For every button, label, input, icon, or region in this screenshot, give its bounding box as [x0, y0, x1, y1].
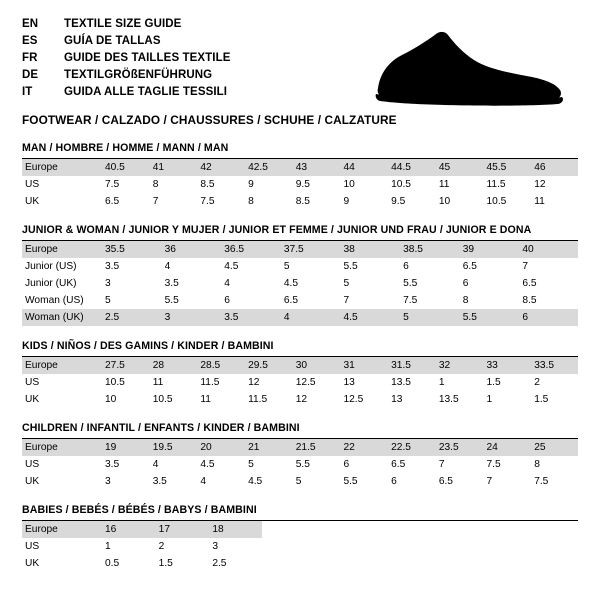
row-label: Junior (UK)	[25, 278, 77, 289]
size-cell: 7	[152, 196, 159, 207]
table-row	[22, 309, 578, 326]
size-cell: 44.5	[387, 159, 435, 176]
size-cell: 2	[534, 377, 540, 388]
row-label: US	[25, 377, 40, 388]
size-cell: 4.5	[340, 309, 400, 326]
row-label: US	[25, 179, 40, 190]
size-cell: 5	[295, 476, 302, 487]
size-cell: 1	[438, 377, 445, 388]
size-cell: 35.5	[101, 241, 161, 258]
size-section	[22, 142, 578, 210]
table-row	[22, 374, 578, 391]
table-row	[22, 538, 262, 555]
size-cell: 9.5	[295, 179, 310, 190]
size-cell: 45.5	[483, 159, 531, 176]
size-cell: 7	[522, 261, 529, 272]
size-cell: 33.5	[530, 357, 578, 374]
size-cell: 4	[200, 476, 207, 487]
size-cell: 13.5	[391, 377, 411, 388]
size-cell: 13	[343, 377, 355, 388]
size-cell: 10.5	[152, 394, 173, 405]
size-cell: 19.5	[149, 439, 197, 456]
size-cell: 16	[101, 521, 155, 538]
size-cell: 12	[295, 394, 308, 405]
row-label: Europe	[22, 241, 101, 258]
section-title: JUNIOR & WOMAN / JUNIOR Y MUJER / JUNIOR ET FEMME / JUNIOR UND FRAU / JUNIOR E DONA	[22, 224, 578, 241]
size-cell: 23.5	[435, 439, 483, 456]
size-cell: 20	[196, 439, 244, 456]
size-cell: 19	[101, 439, 149, 456]
size-cell: 3	[212, 541, 218, 552]
size-cell: 36.5	[220, 241, 280, 258]
size-cell: 1	[486, 394, 493, 405]
size-cell: 30	[292, 357, 340, 374]
table-row	[22, 473, 578, 490]
size-cell: 8.5	[295, 196, 310, 207]
table-row	[22, 241, 578, 258]
table-row	[22, 439, 578, 456]
size-section	[22, 340, 578, 408]
size-cell: 7.5	[486, 459, 501, 470]
size-cell: 4	[280, 309, 340, 326]
size-sections	[22, 142, 578, 572]
size-cell: 5.5	[295, 459, 310, 470]
size-cell: 2.5	[101, 309, 161, 326]
size-table	[22, 241, 578, 326]
size-cell: 11.5	[248, 394, 268, 405]
size-cell: 5	[248, 459, 254, 470]
table-row	[22, 159, 578, 176]
size-cell: 3.5	[105, 459, 120, 470]
language-title: TEXTILGRÖßENFÜHRUNG	[64, 69, 213, 81]
size-cell: 8	[462, 295, 469, 306]
size-cell: 22.5	[387, 439, 435, 456]
size-cell: 4.5	[283, 278, 299, 289]
size-cell: 10	[343, 179, 355, 190]
dress-shoe-icon	[370, 28, 570, 108]
size-cell: 17	[155, 521, 209, 538]
size-cell: 6	[343, 459, 350, 470]
size-cell: 11.5	[486, 179, 506, 190]
size-cell: 31.5	[387, 357, 435, 374]
size-cell: 39	[459, 241, 519, 258]
size-cell: 33	[483, 357, 531, 374]
size-section	[22, 504, 578, 572]
size-cell: 6	[403, 261, 409, 272]
size-cell: 4.5	[224, 261, 239, 272]
size-cell: 5	[283, 261, 290, 272]
size-cell: 7.5	[534, 476, 549, 487]
size-cell: 1.5	[158, 558, 173, 569]
size-cell: 40.5	[101, 159, 149, 176]
size-cell: 44	[339, 159, 387, 176]
language-row	[22, 50, 231, 67]
section-title: CHILDREN / INFANTIL / ENFANTS / KINDER / BAMBINI	[22, 422, 578, 439]
size-cell: 31	[339, 357, 387, 374]
language-row	[22, 33, 231, 50]
size-cell: 2	[158, 541, 165, 552]
size-cell: 38.5	[399, 241, 459, 258]
row-label: UK	[25, 196, 40, 207]
size-cell: 6.5	[283, 295, 299, 306]
row-label: Europe	[22, 521, 101, 538]
language-title: TEXTILE SIZE GUIDE	[64, 18, 182, 30]
size-cell: 4.5	[200, 459, 215, 470]
size-cell: 1.5	[486, 377, 501, 388]
size-cell: 10	[438, 196, 451, 207]
size-cell: 5	[399, 309, 459, 326]
row-label: Junior (US)	[25, 261, 77, 272]
size-cell: 6.5	[462, 261, 477, 272]
row-label: US	[25, 541, 40, 552]
size-cell: 28.5	[196, 357, 244, 374]
language-row	[22, 67, 231, 84]
size-cell: 7	[343, 295, 350, 306]
size-cell: 13	[391, 394, 403, 405]
language-code: FR	[22, 52, 38, 64]
section-title: BABIES / BEBÉS / BÉBÉS / BABYS / BAMBINI	[22, 504, 578, 521]
size-cell: 8.5	[200, 179, 215, 190]
size-cell: 6	[391, 476, 397, 487]
size-cell: 7	[486, 476, 493, 487]
size-cell: 46	[530, 159, 578, 176]
size-cell: 29.5	[244, 357, 292, 374]
size-cell: 36	[161, 241, 221, 258]
size-cell: 11	[152, 377, 164, 388]
size-cell: 3.5	[105, 261, 120, 272]
row-label: Woman (US)	[25, 295, 84, 306]
size-cell: 12.5	[295, 377, 316, 388]
language-list	[22, 16, 231, 101]
size-cell: 12	[248, 377, 260, 388]
size-cell: 10.5	[486, 196, 507, 207]
size-cell: 3.5	[152, 476, 167, 487]
size-cell: 6.5	[522, 278, 537, 289]
size-cell: 6.5	[438, 476, 453, 487]
size-cell: 9	[343, 196, 350, 207]
language-title: GUIDA ALLE TAGLIE TESSILI	[64, 86, 228, 98]
table-row	[22, 357, 578, 374]
size-cell: 3	[105, 476, 111, 487]
size-cell: 40	[518, 241, 578, 258]
language-title: GUIDE DES TAILLES TEXTILE	[64, 52, 231, 64]
table-row	[22, 456, 578, 473]
size-cell: 3	[161, 309, 221, 326]
size-cell: 7.5	[200, 196, 215, 207]
size-cell: 22	[339, 439, 387, 456]
size-cell: 28	[149, 357, 197, 374]
size-cell: 4	[164, 261, 171, 272]
size-cell: 10.5	[391, 179, 411, 190]
size-cell: 8	[534, 459, 540, 470]
size-cell: 9	[248, 179, 254, 190]
size-cell: 11	[534, 196, 545, 207]
table-row	[22, 391, 578, 408]
size-cell: 5.5	[459, 309, 519, 326]
size-cell: 3.5	[164, 278, 179, 289]
size-cell: 6.5	[391, 459, 406, 470]
size-cell: 37.5	[280, 241, 340, 258]
footwear-heading: FOOTWEAR / CALZADO / CHAUSSURES / SCHUHE / CALZATURE	[22, 113, 397, 127]
size-cell: 8	[152, 179, 159, 190]
language-code: DE	[22, 69, 39, 81]
table-row	[22, 193, 578, 210]
language-code: EN	[22, 18, 39, 30]
size-cell: 6	[462, 278, 469, 289]
size-cell: 10.5	[105, 377, 125, 388]
size-cell: 3.5	[220, 309, 280, 326]
size-cell: 4.5	[248, 476, 263, 487]
size-cell: 1	[105, 541, 111, 552]
section-title: MAN / HOMBRE / HOMME / MANN / MAN	[22, 142, 578, 159]
size-cell: 0.5	[105, 558, 120, 569]
row-label: Europe	[22, 357, 101, 374]
row-label: Woman (UK)	[22, 309, 101, 326]
size-cell: 43	[292, 159, 340, 176]
row-label: US	[25, 459, 40, 470]
size-cell: 11.5	[200, 377, 220, 388]
size-cell: 32	[435, 357, 483, 374]
size-section	[22, 422, 578, 490]
size-cell: 6	[224, 295, 230, 306]
size-cell: 4	[152, 459, 159, 470]
language-row	[22, 16, 231, 33]
language-code: IT	[22, 86, 33, 98]
size-cell: 24	[483, 439, 531, 456]
size-table	[22, 159, 578, 210]
size-cell: 3	[105, 278, 111, 289]
size-cell: 1.5	[534, 394, 549, 405]
table-row	[22, 292, 578, 309]
size-cell: 7.5	[105, 179, 120, 190]
row-label: UK	[25, 476, 40, 487]
size-cell: 2.5	[212, 558, 227, 569]
size-cell: 7	[438, 459, 445, 470]
table-row	[22, 258, 578, 275]
size-cell: 41	[149, 159, 197, 176]
table-row	[22, 555, 262, 572]
size-cell: 42.5	[244, 159, 292, 176]
size-cell: 13.5	[438, 394, 459, 405]
size-cell: 8.5	[522, 295, 537, 306]
size-cell: 12	[534, 179, 546, 190]
size-cell: 5.5	[343, 261, 358, 272]
size-table	[22, 439, 578, 490]
size-cell: 42	[196, 159, 244, 176]
size-cell: 6.5	[105, 196, 120, 207]
language-title: GUÍA DE TALLAS	[64, 35, 161, 47]
size-cell: 7.5	[403, 295, 418, 306]
size-cell: 5.5	[164, 295, 179, 306]
table-row	[22, 176, 578, 193]
size-cell: 10	[105, 394, 117, 405]
size-cell: 18	[208, 521, 262, 538]
table-row	[22, 275, 578, 292]
size-cell: 38	[340, 241, 400, 258]
size-cell: 8	[248, 196, 254, 207]
size-cell: 11	[438, 179, 450, 190]
row-label: UK	[25, 558, 40, 569]
size-cell: 9.5	[391, 196, 406, 207]
size-cell: 25	[530, 439, 578, 456]
size-cell: 6	[518, 309, 578, 326]
language-code: ES	[22, 35, 38, 47]
size-cell: 21	[244, 439, 292, 456]
size-cell: 11	[200, 394, 211, 405]
size-table	[22, 521, 262, 572]
size-section	[22, 224, 578, 326]
section-title: KIDS / NIÑOS / DES GAMINS / KINDER / BAMBINI	[22, 340, 578, 357]
row-label: Europe	[22, 439, 101, 456]
size-cell: 12.5	[343, 394, 364, 405]
row-label: UK	[25, 394, 40, 405]
size-cell: 5.5	[343, 476, 358, 487]
size-cell: 45	[435, 159, 483, 176]
size-table	[22, 357, 578, 408]
size-cell: 5	[343, 278, 350, 289]
size-cell: 4	[224, 278, 230, 289]
size-cell: 27.5	[101, 357, 149, 374]
header	[22, 16, 578, 128]
language-row	[22, 84, 231, 101]
size-cell: 21.5	[292, 439, 340, 456]
row-label: Europe	[22, 159, 101, 176]
size-cell: 5	[105, 295, 111, 306]
table-row	[22, 521, 262, 538]
size-cell: 5.5	[403, 278, 418, 289]
